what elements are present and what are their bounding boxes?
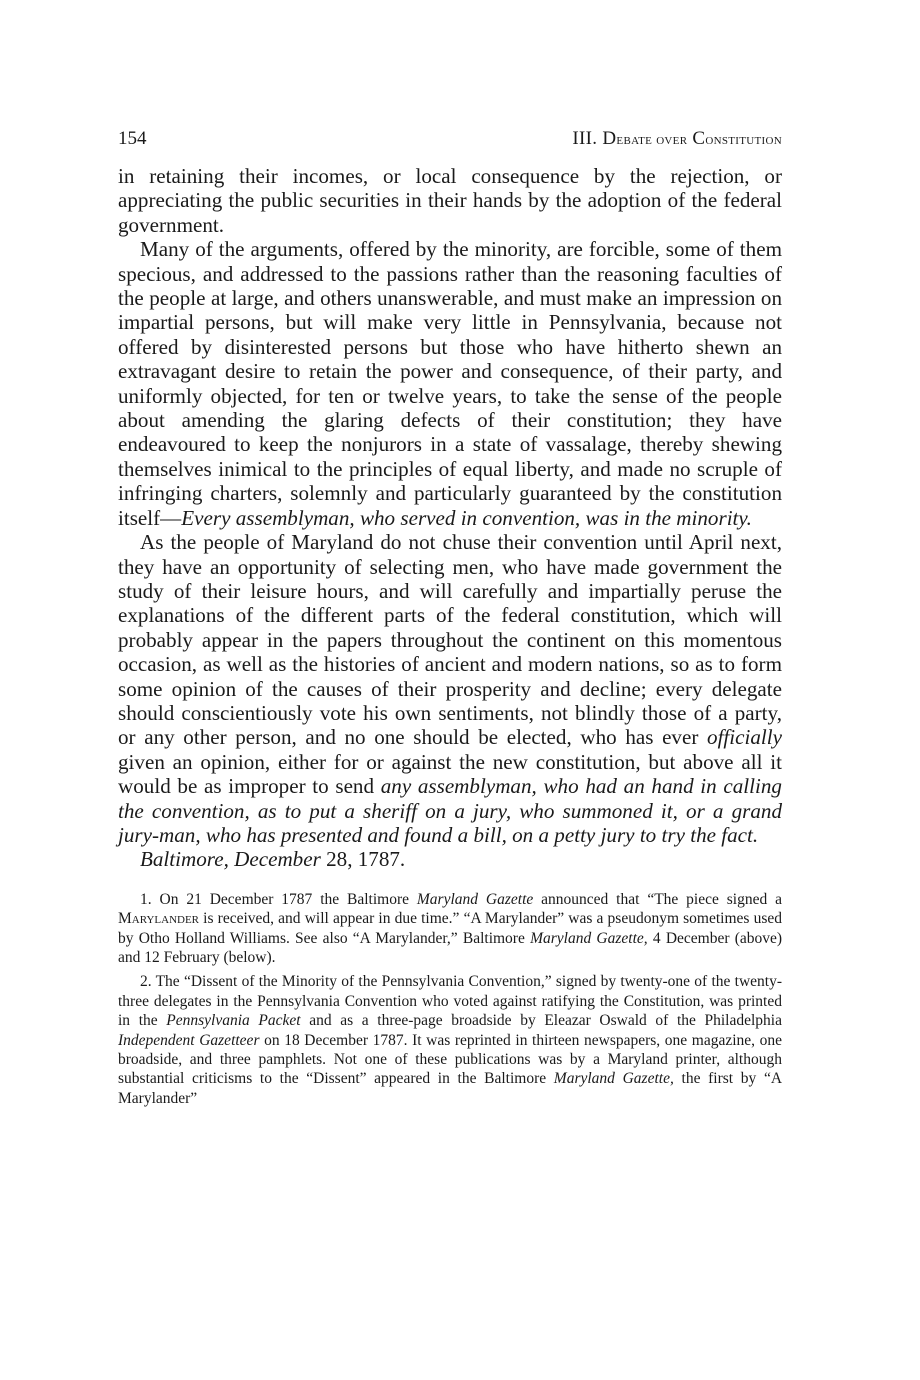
- main-text: [118, 164, 782, 872]
- paragraph-maryland: As the people of Maryland do not chuse their convention until April next, they have an opportunity of selecting men, who have made government the study of their leisure hours, and will carefully and impartially peruse the explanations of the different parts of the federal constitution, which will probably appear in the papers throughout the continent on this momentous occasion, as well as the histories of ancient and modern nations, so as to form some opinion of the causes of their prosperity and decline; every delegate should conscientiously vote his own sentiments, not blindly those of a party, or any other person, and no one should be elected, who has ever officially given an opinion, either for or against the new constitution, but above all it would be as improper to send any assemblyman, who had an hand in calling the convention, as to put a sheriff on a jury, who summoned it, or a grand jury-man, who has presented and found a bill, on a petty jury to try the fact.: [118, 530, 782, 847]
- document-page: [118, 128, 782, 1113]
- running-header: [118, 128, 782, 150]
- footnotes: [118, 890, 782, 1108]
- emphasis-sheriff: any assemblyman, who had an hand in calling the convention, as to put a sheriff on a jury, who summoned it, or a grand jury-man, who has presented and found a bill, on a petty jury to try the fact.: [118, 774, 782, 847]
- page-number: 154: [118, 128, 147, 149]
- paragraph-continued: in retaining their incomes, or local consequence by the rejection, or appreciating the public securities in their hands by the adoption of the federal government.: [118, 164, 782, 237]
- dateline: Baltimore, December 28, 1787.: [140, 847, 406, 872]
- running-title: III. Debate over Constitution: [572, 128, 782, 149]
- paragraph-arguments: Many of the arguments, offered by the minority, are forcible, some of them specious, and addressed to the passions rather than the reasoning faculties of the people at large, and others unanswerable, and must make an impression on impartial persons, but will make very little in Pennsylvania, because not offered by disinterested persons but those who have hitherto shewn an extravagant desire to retain the power and consequence, of their party, and uniformly objected, for ten or twelve years, to take the sense of the people about amending the glaring defects of their constitution; they have endeavoured to keep the nonjurors in a state of vassalage, thereby shewing themselves inimical to the principles of equal liberty, and made no scruple of infringing charters, solemnly and particularly guaranteed by the constitution itself—Every assemblyman, who served in convention, was in the minority.: [118, 237, 782, 530]
- emphasis-assemblyman: Every assemblyman, who served in convention, was in the minority.: [181, 505, 752, 530]
- footnote-1: 1. On 21 December 1787 the Baltimore Maryland Gazette announced that “The piece signed a Marylander is received, and will appear in due time.” “A Marylander” was a pseudonym sometimes used by Otho Holland Williams. See also “A Marylander,” Baltimore Maryland Gazette, 4 December (above) and 12 February (below).: [118, 890, 783, 966]
- footnote-2: 2. The “Dissent of the Minority of the Pennsylvania Convention,” signed by twenty-one of the twenty-three delegates in the Pennsylvania Convention who voted against ratifying the Constitution, was printed in the Pennsylvania Packet and as a three-page broadside by Eleazar Oswald of the Philadelphia Independent Gazetteer on 18 December 1787. It was reprinted in thirteen newspapers, one magazine, one broadside, and three pamphlets. Not one of these publications was by a Maryland printer, although substantial criticisms to the “Dissent” appeared in the Baltimore Maryland Gazette, the first by “A Marylander”: [118, 973, 783, 1107]
